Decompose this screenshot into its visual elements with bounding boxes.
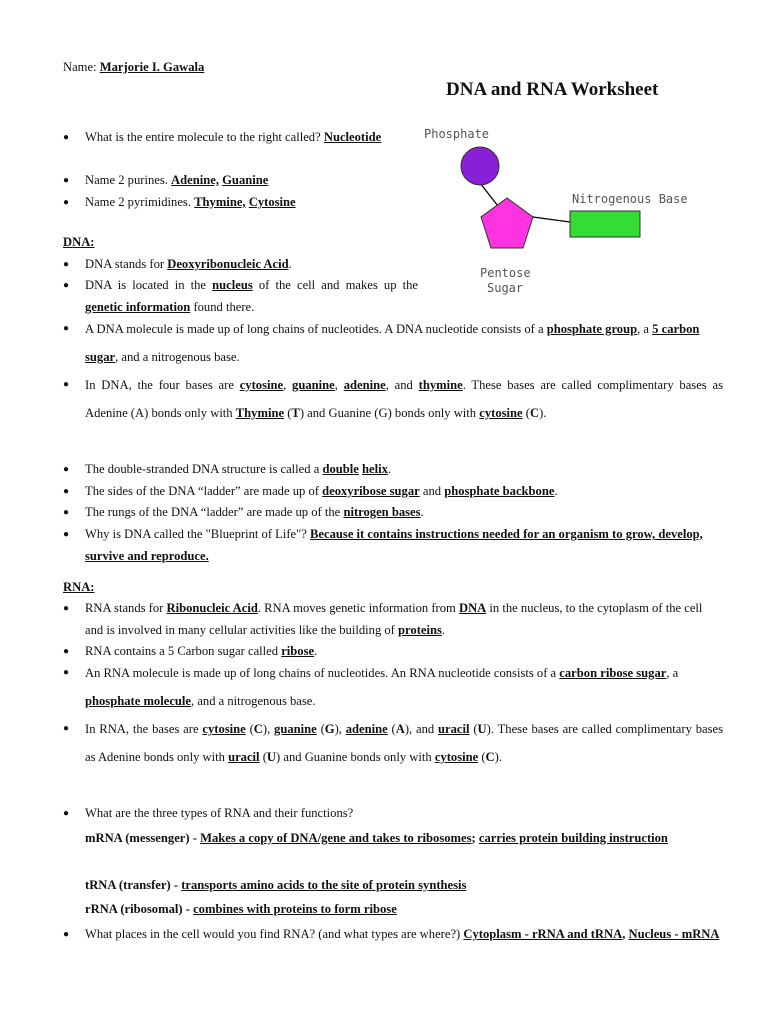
answer-text: phosphate group bbox=[546, 322, 638, 336]
answer-text: nitrogen bases bbox=[343, 505, 421, 519]
answer-text: phosphate molecule bbox=[85, 694, 192, 708]
page-title: DNA and RNA Worksheet bbox=[446, 79, 659, 100]
bullet-icon: ● bbox=[63, 667, 70, 678]
answer-text: guanine bbox=[292, 378, 335, 392]
answer-text: helix bbox=[362, 462, 388, 476]
answer-text: cytosine bbox=[202, 722, 246, 736]
answer-text: Nucleotide bbox=[323, 130, 382, 144]
bullet-icon: ● bbox=[63, 603, 70, 614]
list-item: ● The double-stranded DNA structure is called a double helix. bbox=[63, 459, 723, 481]
answer-text: double bbox=[322, 462, 359, 476]
bullet-icon: ● bbox=[63, 486, 70, 497]
list-item: ● DNA stands for Deoxyribonucleic Acid. bbox=[63, 254, 723, 276]
answer-text: Guanine bbox=[222, 173, 269, 187]
sugar-label-2: Sugar bbox=[487, 281, 524, 295]
list-item bbox=[63, 192, 723, 214]
bullet-icon: ● bbox=[63, 175, 70, 186]
answer-text: Because it contains instructions needed for an organism to grow, develop, survive and reproduce. bbox=[85, 527, 703, 563]
answer-text: guanine bbox=[274, 722, 317, 736]
answer-text: Makes a copy of DNA/gene and takes to ribosomes bbox=[200, 831, 472, 845]
question-text: Name 2 pyrimidines. bbox=[85, 195, 191, 209]
answer-text: carries protein building instruction bbox=[478, 831, 668, 845]
list-item bbox=[63, 803, 723, 825]
bullet-icon: ● bbox=[63, 323, 70, 334]
answer-text: phosphate backbone bbox=[444, 484, 555, 498]
question-text: What are the three types of RNA and their functions? bbox=[85, 806, 354, 820]
answer-text: thymine bbox=[418, 378, 463, 392]
answer-text: uracil bbox=[438, 722, 470, 736]
answer-text: adenine bbox=[343, 378, 386, 392]
bullet-icon: ● bbox=[63, 929, 70, 940]
bullet-icon: ● bbox=[63, 259, 70, 270]
sugar-label-1: Pentose bbox=[480, 266, 531, 280]
list-item: ● RNA contains a 5 Carbon sugar called ribose. bbox=[63, 641, 723, 663]
bullet-icon: ● bbox=[63, 379, 70, 390]
list-item: ● In RNA, the bases are cytosine (C), guanine (G), adenine (A), and uracil (U). These bases are called complimentary bases as Adenine bonds only with uracil (U) and Guanine bonds only with cytosine (C). bbox=[63, 715, 723, 771]
answer-text: cytosine bbox=[239, 378, 284, 392]
mrna-line: mRNA (messenger) - Makes a copy of DNA/gene and takes to ribosomes; carries protein building instruction bbox=[85, 831, 668, 845]
base-label: Nitrogenous Base bbox=[572, 192, 688, 206]
rrna-line: rRNA (ribosomal) - combines with proteins to form ribose bbox=[85, 902, 397, 916]
bullet-icon: ● bbox=[63, 723, 70, 734]
phosphate-label: Phosphate bbox=[424, 127, 490, 141]
list-item: ● In DNA, the four bases are cytosine, guanine, adenine, and thymine. These bases are called complimentary bases as Adenine (A) bonds only with Thymine (T) and Guanine (G) bonds only with cytosine (C). bbox=[63, 371, 723, 427]
list-item bbox=[63, 127, 418, 149]
answer-text: Thymine bbox=[235, 406, 285, 420]
answer-text: Cytosine bbox=[248, 195, 296, 209]
answer-text: ribose bbox=[281, 644, 315, 658]
list-item: ● The sides of the DNA “ladder” are made up of deoxyribose sugar and phosphate backbone. bbox=[63, 481, 723, 503]
answer-text: Nucleus - mRNA bbox=[628, 927, 720, 941]
rna-heading: RNA: bbox=[63, 580, 95, 594]
question-text: What places in the cell would you find RNA? (and what types are where?) bbox=[85, 927, 461, 941]
name-value: Marjorie I. Gawala bbox=[99, 60, 205, 74]
answer-text: uracil bbox=[228, 750, 260, 764]
answer-text: genetic information bbox=[85, 299, 191, 314]
answer-text: cytosine bbox=[434, 750, 479, 764]
name-line bbox=[63, 60, 204, 75]
bullet-icon: ● bbox=[63, 529, 70, 540]
nitrogenous-base-rect bbox=[570, 211, 640, 237]
list-item: ● What places in the cell would you find RNA? (and what types are where?) Cytoplasm - rRNA and tRNA, Nucleus - mRNA bbox=[63, 924, 723, 946]
list-item: ● A DNA molecule is made up of long chains of nucleotides. A DNA nucleotide consists of a phosphate group, a 5 carbon sugar, and a nitrogenous base. bbox=[63, 315, 723, 371]
answer-text: Adenine, bbox=[171, 173, 219, 187]
answer-text: DNA bbox=[458, 601, 487, 615]
name-label: Name: bbox=[63, 60, 97, 74]
answer-text: nucleus bbox=[212, 278, 253, 292]
bullet-icon: ● bbox=[63, 646, 70, 657]
bullet-icon: ● bbox=[63, 507, 70, 518]
answer-text: cytosine bbox=[479, 406, 523, 420]
answer-text: deoxyribose sugar bbox=[322, 484, 420, 498]
answer-text: 5 carbon sugar bbox=[85, 322, 700, 364]
bullet-icon: ● bbox=[63, 197, 70, 208]
answer-text: combines with proteins to form ribose bbox=[193, 902, 397, 916]
list-item: ● DNA is located in the nucleus of the cell and makes up the genetic information found there. bbox=[63, 275, 418, 318]
list-item: ● Why is DNA called the "Blueprint of Life"? Because it contains instructions needed for an organism to grow, develop, survive and reproduce. bbox=[63, 524, 723, 567]
list-item: ● The rungs of the DNA “ladder” are made up of the nitrogen bases. bbox=[63, 502, 723, 524]
list-item bbox=[63, 170, 723, 192]
answer-text: Ribonucleic Acid bbox=[166, 601, 258, 615]
question-text: Name 2 purines. bbox=[85, 173, 168, 187]
answer-text: Cytoplasm - rRNA and tRNA bbox=[463, 927, 623, 941]
list-item: ● An RNA molecule is made up of long chains of nucleotides. An RNA nucleotide consists of a carbon ribose sugar, a phosphate molecule, and a nitrogenous base. bbox=[63, 659, 723, 715]
bullet-icon: ● bbox=[63, 464, 70, 475]
answer-text: Deoxyribonucleic Acid bbox=[167, 257, 289, 271]
question-text: What is the entire molecule to the right called? bbox=[85, 130, 321, 144]
bullet-icon: ● bbox=[63, 132, 70, 143]
trna-line: tRNA (transfer) - transports amino acids to the site of protein synthesis bbox=[85, 878, 467, 892]
dna-heading: DNA: bbox=[63, 235, 95, 249]
answer-text: proteins bbox=[398, 622, 442, 637]
answer-text: transports amino acids to the site of protein synthesis bbox=[181, 878, 467, 892]
answer-text: adenine bbox=[345, 722, 388, 736]
answer-text: carbon ribose sugar bbox=[559, 666, 667, 680]
list-item: ● RNA stands for Ribonucleic Acid. RNA moves genetic information from DNA in the nucleus, to the cytoplasm of the cell and is involved in many cellular activities like the building of proteins. bbox=[63, 598, 723, 641]
bullet-icon: ● bbox=[63, 808, 70, 819]
answer-text: Thymine, bbox=[194, 195, 246, 209]
bullet-icon: ● bbox=[63, 280, 70, 291]
